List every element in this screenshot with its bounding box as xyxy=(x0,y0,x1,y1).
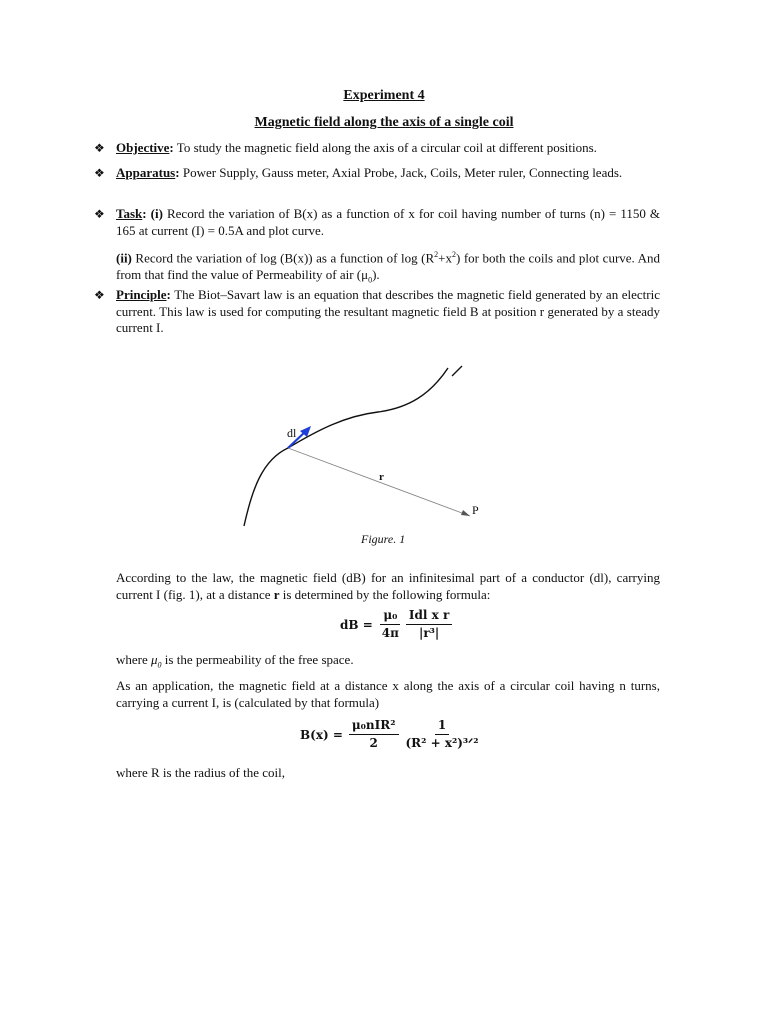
bullet-icon: ❖ xyxy=(94,141,105,155)
task-part1-text: Record the variation of B(x) as a function of x for coil having number of turns (n) = 1150 & 165 at current (I) = 0.5A and plot curve. xyxy=(116,206,660,238)
task-label: Task xyxy=(116,206,143,221)
eq2-lhs: B(x) = xyxy=(300,727,343,742)
eq1-lhs: dB = xyxy=(340,617,373,632)
biot-savart-equation xyxy=(340,608,454,641)
task-part1-number: (i) xyxy=(150,206,163,221)
apparatus-text: Power Supply, Gauss meter, Axial Probe, Jack, Coils, Meter ruler, Connecting leads. xyxy=(179,165,623,180)
eq1-den2: |r³| xyxy=(418,626,440,640)
principle-label: Principle xyxy=(116,287,167,302)
eq2-den2: (R² + x²)³ᐟ² xyxy=(405,736,479,750)
eq1-den1: 4π xyxy=(381,626,399,640)
figure-caption: Figure. 1 xyxy=(361,532,406,546)
coil-field-equation xyxy=(300,718,484,751)
page-subtitle: Magnetic field along the axis of a single coil xyxy=(254,115,514,130)
radius-note: where R is the radius of the coil, xyxy=(116,765,285,780)
permeability-note: where $\mu_0$ is the permeability of the free space. xyxy=(116,652,354,670)
objective-label: Objective xyxy=(116,140,170,155)
conductor-curve xyxy=(244,368,448,526)
bullet-icon: ❖ xyxy=(94,288,105,302)
task-part2-number: (ii) xyxy=(116,250,132,266)
apparatus-label: Apparatus xyxy=(116,165,176,180)
objective-item: ❖ Objective: To study the magnetic field along the axis of a circular coil at different positions. xyxy=(94,140,597,155)
eq2-num2: 1 xyxy=(435,718,449,735)
task-part2: (ii) Record the variation of log (B(x)) as a function of $\log (R^2+x^2)$ for both the coils and plot curve. And from that find the value of Permeability of air $(\mu_0)$. xyxy=(116,250,660,285)
law-paragraph: According to the law, the magnetic field (dB) for an infinitesimal part of a conductor (dl), carrying current I (fig. 1), at a distance r is determined by the following formula: xyxy=(116,570,660,602)
dl-label: dl xyxy=(287,426,297,440)
bullet-icon: ❖ xyxy=(94,207,105,221)
eq2-den1: 2 xyxy=(369,736,378,750)
principle-item: ❖ Principle: The Biot–Savart law is an equation that describes the magnetic field generated by an electric current. This law is used for computing the resultant magnetic field B at position r generated by a steady current I. xyxy=(94,287,660,335)
bullet-icon: ❖ xyxy=(94,166,105,180)
apparatus-item: ❖ Apparatus: Power Supply, Gauss meter, Axial Probe, Jack, Coils, Meter ruler, Connecting leads. xyxy=(94,165,623,180)
p-label: P xyxy=(472,503,479,517)
principle-text: The Biot–Savart law is an equation that describes the magnetic field generated by an electric current. This law is used for computing the resultant magnetic field B at position r generated by a steady current I. xyxy=(116,287,660,335)
page-title: Experiment 4 xyxy=(343,88,425,103)
conductor-curve-tail xyxy=(452,366,462,376)
eq1-num2: Idl x r xyxy=(406,608,452,625)
r-label: r xyxy=(379,471,384,483)
eq2-num1: μ₀nIR² xyxy=(349,718,399,735)
application-paragraph: As an application, the magnetic field at a distance x along the axis of a circular coil having n turns, carrying a current I, is (calculated by that formula) xyxy=(116,678,660,710)
eq1-num1: μ₀ xyxy=(380,608,400,625)
objective-text: To study the magnetic field along the axis of a circular coil at different positions. xyxy=(173,140,597,155)
r-arrowhead-icon xyxy=(461,510,470,516)
task-item: ❖ Task: (i) Record the variation of B(x) as a function of x for coil having number of turns (n) = 1150 & 165 at current (I) = 0.5A and plot curve. xyxy=(94,206,660,238)
